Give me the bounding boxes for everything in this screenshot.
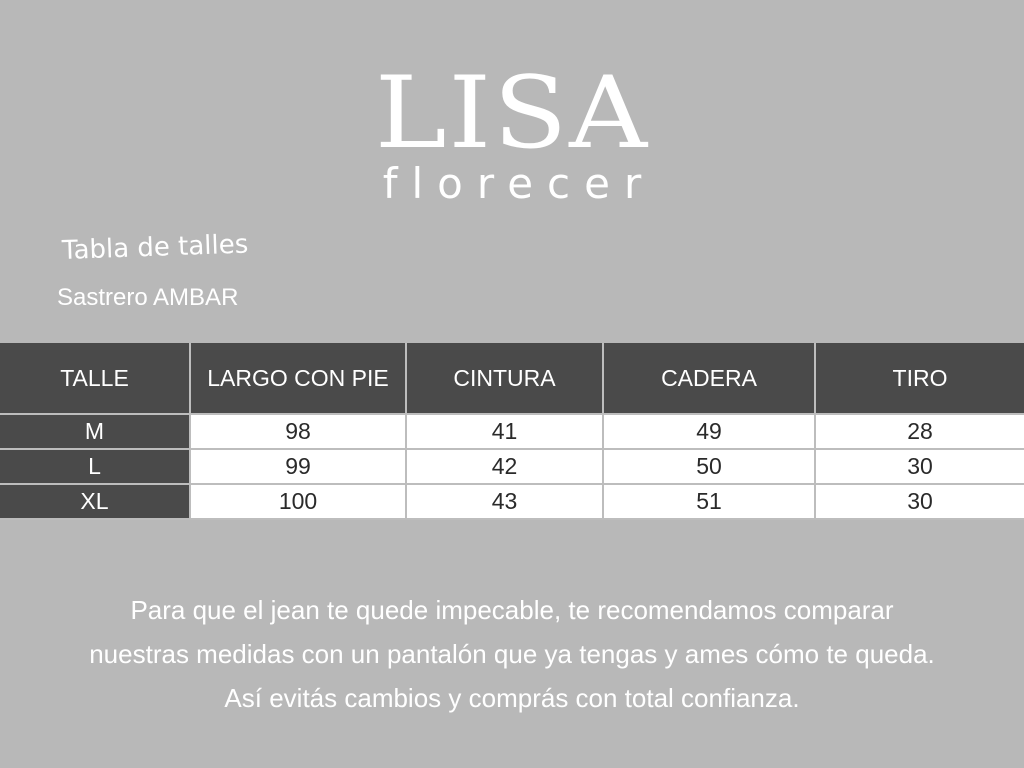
note-line: nuestras medidas con un pantalón que ya tengas y ames cómo te queda. <box>89 639 935 669</box>
table-cell: 43 <box>406 484 603 519</box>
table-row <box>0 484 1024 519</box>
size-table <box>0 343 1024 520</box>
note-line: Para que el jean te quede impecable, te recomendamos comparar <box>130 595 894 625</box>
table-row <box>0 449 1024 484</box>
table-cell: 100 <box>190 484 406 519</box>
table-cell: 41 <box>406 414 603 449</box>
fit-recommendation-note <box>0 588 1024 720</box>
table-cell: 49 <box>603 414 815 449</box>
header-largo-con-pie: LARGO CON PIE <box>190 343 406 414</box>
header-cintura: CINTURA <box>406 343 603 414</box>
brand-tagline: florecer <box>382 159 656 208</box>
header-talle: TALLE <box>0 343 190 414</box>
table-cell: 99 <box>190 449 406 484</box>
table-cell: 28 <box>815 414 1024 449</box>
table-header-row <box>0 343 1024 414</box>
table-cell: 30 <box>815 484 1024 519</box>
table-cell: 30 <box>815 449 1024 484</box>
table-cell: 50 <box>603 449 815 484</box>
header-cadera: CADERA <box>603 343 815 414</box>
table-cell: 51 <box>603 484 815 519</box>
header-tiro: TIRO <box>815 343 1024 414</box>
brand-name: LISA <box>374 56 650 172</box>
size-label: XL <box>0 484 190 519</box>
table-cell: 98 <box>190 414 406 449</box>
table-cell: 42 <box>406 449 603 484</box>
size-label: M <box>0 414 190 449</box>
table-row <box>0 414 1024 449</box>
size-chart-title: Tabla de talles <box>61 229 249 266</box>
product-name: Sastrero AMBAR <box>57 284 239 311</box>
note-line: Así evitás cambios y comprás con total confianza. <box>224 683 800 713</box>
size-label: L <box>0 449 190 484</box>
brand-logo <box>0 56 1024 208</box>
